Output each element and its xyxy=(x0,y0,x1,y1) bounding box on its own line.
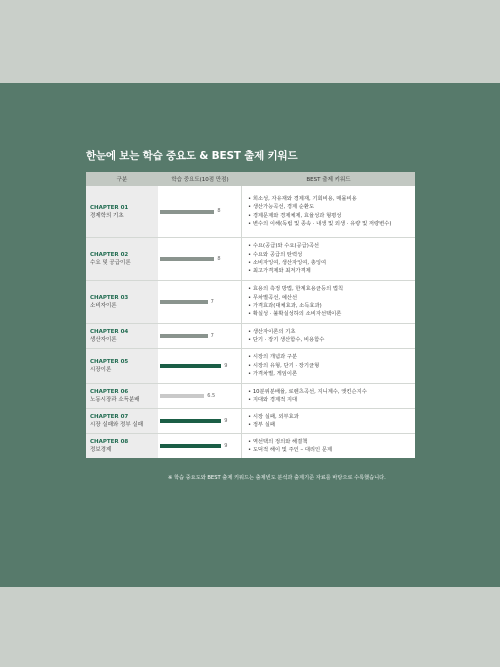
importance-cell xyxy=(158,186,242,237)
importance-table xyxy=(86,172,415,458)
importance-cell xyxy=(158,238,242,280)
keyword-item: • 확실성 · 불확실성하의 소비자선택이론 xyxy=(248,310,415,318)
keyword-item: • 시장 실패, 외부효과 xyxy=(248,413,415,421)
category-cell xyxy=(86,186,158,237)
category-cell xyxy=(86,384,158,408)
keyword-item: • 생산가능곡선, 경제 순환도 xyxy=(248,203,415,211)
importance-bar xyxy=(160,334,208,338)
chapter-number: CHAPTER 01 xyxy=(90,204,129,211)
category-cell xyxy=(86,238,158,280)
category-cell xyxy=(86,281,158,323)
keyword-item: • 10분위분배율, 로렌츠곡선, 지니계수, 앳킨슨지수 xyxy=(248,388,415,396)
chapter-number: CHAPTER 03 xyxy=(90,295,129,301)
keyword-item: • 경제문제와 경제체제, 효율성과 형평성 xyxy=(248,212,415,220)
table-row xyxy=(86,409,415,434)
keyword-item: • 무차별곡선, 예산선 xyxy=(248,294,415,302)
importance-cell xyxy=(158,384,242,408)
chapter-title: 수요 및 공급이론 xyxy=(90,260,131,266)
keyword-item: • 가격효과(대체효과, 소득효과) xyxy=(248,302,415,310)
importance-bar xyxy=(160,394,204,398)
footnote: ※ 학습 중요도와 BEST 출제 키워드는 출제빈도 분석과 출제기준 자료를 바탕으로 수록했습니다. xyxy=(168,475,386,481)
keyword-item: • 시장의 개념과 구분 xyxy=(248,353,415,361)
header-keywords: BEST 출제 키워드 xyxy=(306,177,351,183)
importance-score: 8 xyxy=(217,208,221,214)
category-cell xyxy=(86,324,158,348)
importance-cell xyxy=(158,349,242,383)
keyword-item: • 효용의 측정 방법, 한계효용균등의 법칙 xyxy=(248,285,415,293)
keywords-cell xyxy=(242,434,415,458)
table-row xyxy=(86,434,415,458)
keyword-item: • 수요(공급)와 수요(공급)곡선 xyxy=(248,242,415,250)
importance-bar xyxy=(160,419,221,423)
table-row xyxy=(86,186,415,238)
chapter-number: CHAPTER 06 xyxy=(90,389,129,395)
importance-bar xyxy=(160,300,208,304)
chapter-number: CHAPTER 04 xyxy=(90,329,129,335)
page-heading: 한눈에 보는 학습 중요도 & BEST 출제 키워드 xyxy=(86,150,298,162)
keywords-cell xyxy=(242,281,415,323)
keywords-cell xyxy=(242,324,415,348)
header-category: 구분 xyxy=(116,177,128,183)
chapter-title: 정보경제 xyxy=(90,447,112,453)
chapter-number: CHAPTER 05 xyxy=(90,359,129,365)
table-row xyxy=(86,349,415,384)
importance-bar xyxy=(160,444,221,448)
keyword-item: • 최고가격제와 최저가격제 xyxy=(248,267,415,275)
keyword-item: • 희소성, 자유재와 경제재, 기회비용, 매몰비용 xyxy=(248,195,415,203)
keyword-item: • 가격차별, 게임이론 xyxy=(248,370,415,378)
importance-cell xyxy=(158,434,242,458)
importance-cell xyxy=(158,324,242,348)
table-row xyxy=(86,281,415,324)
category-cell xyxy=(86,409,158,433)
keyword-item: • 역선택의 정의와 해결책 xyxy=(248,438,415,446)
keyword-item: • 생산자이론의 기초 xyxy=(248,328,415,336)
chapter-number: CHAPTER 08 xyxy=(90,439,129,445)
keywords-cell xyxy=(242,409,415,433)
keyword-item: • 정부 실패 xyxy=(248,421,415,429)
keywords-cell xyxy=(242,384,415,408)
importance-score: 7 xyxy=(210,298,214,305)
category-cell xyxy=(86,434,158,458)
importance-score: 6.5 xyxy=(207,392,216,399)
table-header xyxy=(86,172,415,186)
importance-cell xyxy=(158,409,242,433)
chapter-number: CHAPTER 02 xyxy=(90,252,129,258)
importance-bar xyxy=(160,257,214,261)
keyword-item: • 단기 · 장기 생산함수, 비용함수 xyxy=(248,336,415,344)
chapter-title: 노동시장과 소득분배 xyxy=(90,397,140,403)
keyword-item: • 시장의 유형, 단기 · 장기균형 xyxy=(248,362,415,370)
keyword-item: • 지대와 경제적 지대 xyxy=(248,396,415,404)
importance-bar xyxy=(160,364,221,368)
keywords-cell xyxy=(242,238,415,280)
table-row xyxy=(86,324,415,349)
importance-score: 9 xyxy=(224,417,228,424)
chapter-title: 생산자이론 xyxy=(90,337,117,343)
keywords-cell xyxy=(242,349,415,383)
keywords-cell xyxy=(242,186,415,237)
keyword-item: • 수요와 공급의 탄력성 xyxy=(248,251,415,259)
chapter-title: 시장이론 xyxy=(90,367,112,373)
keyword-item: • 변수의 이해(독립 및 종속 · 내생 및 외생 · 유량 및 저량변수) xyxy=(248,220,415,228)
table-row xyxy=(86,384,415,409)
keyword-item: • 도덕적 해이 및 주인 – 대리인 문제 xyxy=(248,446,415,454)
chapter-title: 소비자이론 xyxy=(90,303,117,309)
table-body xyxy=(86,186,415,458)
importance-score: 7 xyxy=(210,332,214,339)
importance-score: 9 xyxy=(224,362,228,369)
chapter-title: 경제학의 기초 xyxy=(90,212,124,219)
importance-cell xyxy=(158,281,242,323)
chapter-number: CHAPTER 07 xyxy=(90,414,129,420)
chapter-title: 시장 실패와 정부 실패 xyxy=(90,422,144,428)
category-cell xyxy=(86,349,158,383)
importance-score: 9 xyxy=(224,442,228,449)
table-row xyxy=(86,238,415,281)
importance-bar xyxy=(160,210,214,214)
header-importance: 학습 중요도(10점 만점) xyxy=(171,177,229,183)
keyword-item: • 소비자잉여, 생산자잉여, 총잉여 xyxy=(248,259,415,267)
importance-score: 8 xyxy=(217,255,221,262)
